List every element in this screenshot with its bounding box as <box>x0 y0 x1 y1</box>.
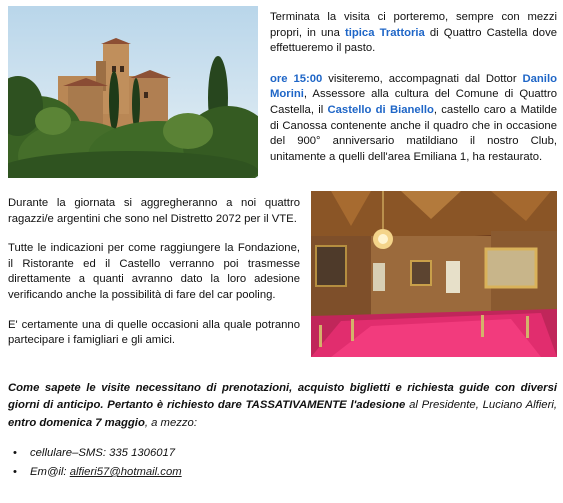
email-link[interactable]: alfieri57@hotmail.com <box>69 466 182 478</box>
hall-image <box>311 191 557 357</box>
bullet-icon: • <box>13 466 17 478</box>
family-paragraph: E' certamente una di quelle occasioni alla quale potranno partecipare i famigliari e gli amici. <box>8 318 300 347</box>
trattoria-highlight: tipica Trattoria <box>344 26 425 39</box>
contact-list <box>8 444 408 481</box>
lunch-paragraph: Terminata la visita ci porteremo, sempre con mezzi propri, in una tipica Trattoria di Quattro Castella dove effettueremo il pasto. <box>270 11 557 55</box>
bullet-icon: • <box>13 447 17 459</box>
castle-name-highlight: Castello di Bianello <box>327 103 434 116</box>
phone-contact[interactable]: cellulare–SMS: 335 1306017 <box>30 447 176 459</box>
argentine-guests-paragraph: Durante la giornata si aggregheranno a noi quattro ragazzi/e argentini che sono nel Distretto 2072 per il VTE. <box>8 197 300 225</box>
castle-visit-paragraph: ore 15:00 visiteremo, accompagnati dal Dottor Danilo Morini, Assessore alla cultura del Comune di Quattro Castella, il Castello di Bianello, castello caro a Matilde di Canossa contenente anche il quadro che in occasione del 900° anniversario matildiano il nostro Club, unitamente a quelli dell'area Emiliana 1, ha restaurato. <box>270 72 557 163</box>
mandatory-highlight: TASSATIVAMENTE l'adesione <box>245 399 406 412</box>
email-label: Em@il: <box>30 466 70 478</box>
castle-photo <box>8 6 258 178</box>
list-item <box>8 463 408 481</box>
event-details-text <box>8 196 300 349</box>
hall-photo <box>311 191 557 357</box>
castle-image <box>8 6 258 178</box>
directions-paragraph: Tutte le indicazioni per come raggiungere la Fondazione, il Ristorante ed il Castello verranno poi trasmesse direttamente a quanti avranno dato la loro adesione verificando anche la possibilità di fare del car pooling. <box>8 242 300 301</box>
reservation-notice: Come sapete le visite necessitano di prenotazioni, acquisto biglietti e richiesta guide con diversi giorni di anticipo. Pertanto è richiesto dare TASSATIVAMENTE l'adesione al Presidente, Luciano Alfieri, entro domenica 7 maggio, a mezzo: <box>8 382 557 429</box>
guide-name-highlight: Danilo Morini <box>270 72 557 101</box>
time-highlight: ore 15:00 <box>270 72 323 85</box>
deadline-highlight: entro domenica 7 maggio <box>8 416 145 429</box>
visit-info-text <box>270 10 557 165</box>
list-item <box>8 444 408 462</box>
